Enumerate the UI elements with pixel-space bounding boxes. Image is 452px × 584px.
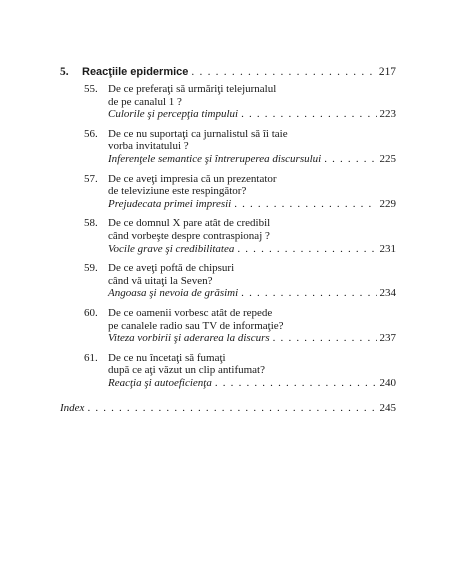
entry-number: 58. bbox=[84, 217, 98, 230]
entry-subtitle: Reacţia şi autoeficienţa bbox=[108, 376, 212, 389]
entry-page-number: 231 bbox=[379, 242, 396, 255]
entry-subtitle-row bbox=[108, 332, 396, 345]
index-entry bbox=[60, 402, 396, 414]
chapter-heading bbox=[60, 66, 396, 79]
entry-subtitle: Angoasa şi nevoia de grăsimi bbox=[108, 287, 239, 300]
entry-number: 61. bbox=[84, 351, 98, 364]
entry-number: 60. bbox=[84, 306, 98, 319]
dot-leader bbox=[241, 108, 376, 121]
toc-entry-60 bbox=[60, 307, 396, 345]
entry-subtitle-row bbox=[108, 243, 396, 256]
entry-subtitle-row bbox=[108, 377, 396, 390]
entry-question-line: De ce aveţi impresia că un prezentator bbox=[108, 172, 277, 185]
entry-number: 55. bbox=[84, 83, 98, 95]
entry-question-line: pe canalele radio sau TV de informaţie? bbox=[108, 319, 284, 332]
entry-subtitle-row bbox=[108, 287, 396, 300]
toc-entry-56 bbox=[60, 128, 396, 166]
table-of-contents bbox=[60, 66, 396, 414]
entry-subtitle: Inferenţele semantice şi întreruperea discursului bbox=[108, 152, 322, 165]
entry-question-line: De ce preferaţi să urmăriţi telejurnalul bbox=[108, 83, 277, 95]
dot-leader bbox=[191, 66, 376, 79]
entry-number: 57. bbox=[84, 172, 98, 185]
entry-question-line: vorba invitatului ? bbox=[108, 140, 189, 153]
entry-subtitle: Viteza vorbirii şi aderarea la discurs bbox=[108, 332, 270, 345]
entry-page-number: 229 bbox=[379, 197, 396, 210]
entry-question-line: când vă uitaţi la Seven? bbox=[108, 274, 213, 287]
dot-leader bbox=[324, 153, 376, 166]
toc-entry-57 bbox=[60, 173, 396, 211]
entry-question-line: De ce domnul X pare atât de credibil bbox=[108, 217, 271, 230]
entry-subtitle: Prejudecata primei impresii bbox=[108, 197, 232, 210]
toc-entry-58 bbox=[60, 217, 396, 255]
entry-number: 59. bbox=[84, 262, 98, 275]
entry-page-number: 234 bbox=[379, 287, 396, 300]
entry-question-line: De ce nu suportaţi ca jurnalistul să îi taie bbox=[108, 127, 288, 140]
chapter-number: 5. bbox=[60, 66, 69, 78]
toc-entry-59 bbox=[60, 262, 396, 300]
chapter-title: Reacţiile epidermice bbox=[82, 66, 189, 78]
entry-subtitle-row bbox=[108, 153, 396, 166]
entry-page-number: 223 bbox=[379, 108, 396, 121]
dot-leader bbox=[273, 332, 377, 345]
entry-question-line: De ce aveţi poftă de chipsuri bbox=[108, 262, 235, 275]
entry-question-line: de pe canalul 1 ? bbox=[108, 95, 182, 108]
dot-leader bbox=[87, 402, 376, 414]
entry-question-line: după ce aţi văzut un clip antifumat? bbox=[108, 364, 265, 377]
entry-page-number: 240 bbox=[379, 376, 396, 389]
entry-question-line: când vorbeşte despre contraspionaj ? bbox=[108, 229, 270, 242]
entry-page-number: 237 bbox=[379, 332, 396, 345]
entry-page-number: 225 bbox=[379, 152, 396, 165]
index-title: Index bbox=[60, 402, 85, 415]
entry-subtitle-row bbox=[108, 198, 396, 211]
index-page-number: 245 bbox=[379, 402, 396, 415]
entry-question-line: De ce oamenii vorbesc atât de repede bbox=[108, 306, 273, 319]
entry-subtitle: Vocile grave şi credibilitatea bbox=[108, 242, 235, 255]
toc-entry-61 bbox=[60, 352, 396, 390]
dot-leader bbox=[237, 243, 376, 256]
entry-subtitle-row bbox=[108, 108, 396, 121]
dot-leader bbox=[241, 287, 376, 300]
dot-leader bbox=[215, 377, 377, 390]
entry-subtitle: Culorile şi percepţia timpului bbox=[108, 108, 239, 121]
chapter-page-number: 217 bbox=[378, 66, 396, 78]
entry-question-line: De ce nu încetaţi să fumaţi bbox=[108, 351, 226, 364]
entry-number: 56. bbox=[84, 127, 98, 140]
entry-question-line: de televiziune este respingător? bbox=[108, 185, 247, 198]
toc-entry-55 bbox=[60, 83, 396, 121]
dot-leader bbox=[234, 198, 376, 211]
